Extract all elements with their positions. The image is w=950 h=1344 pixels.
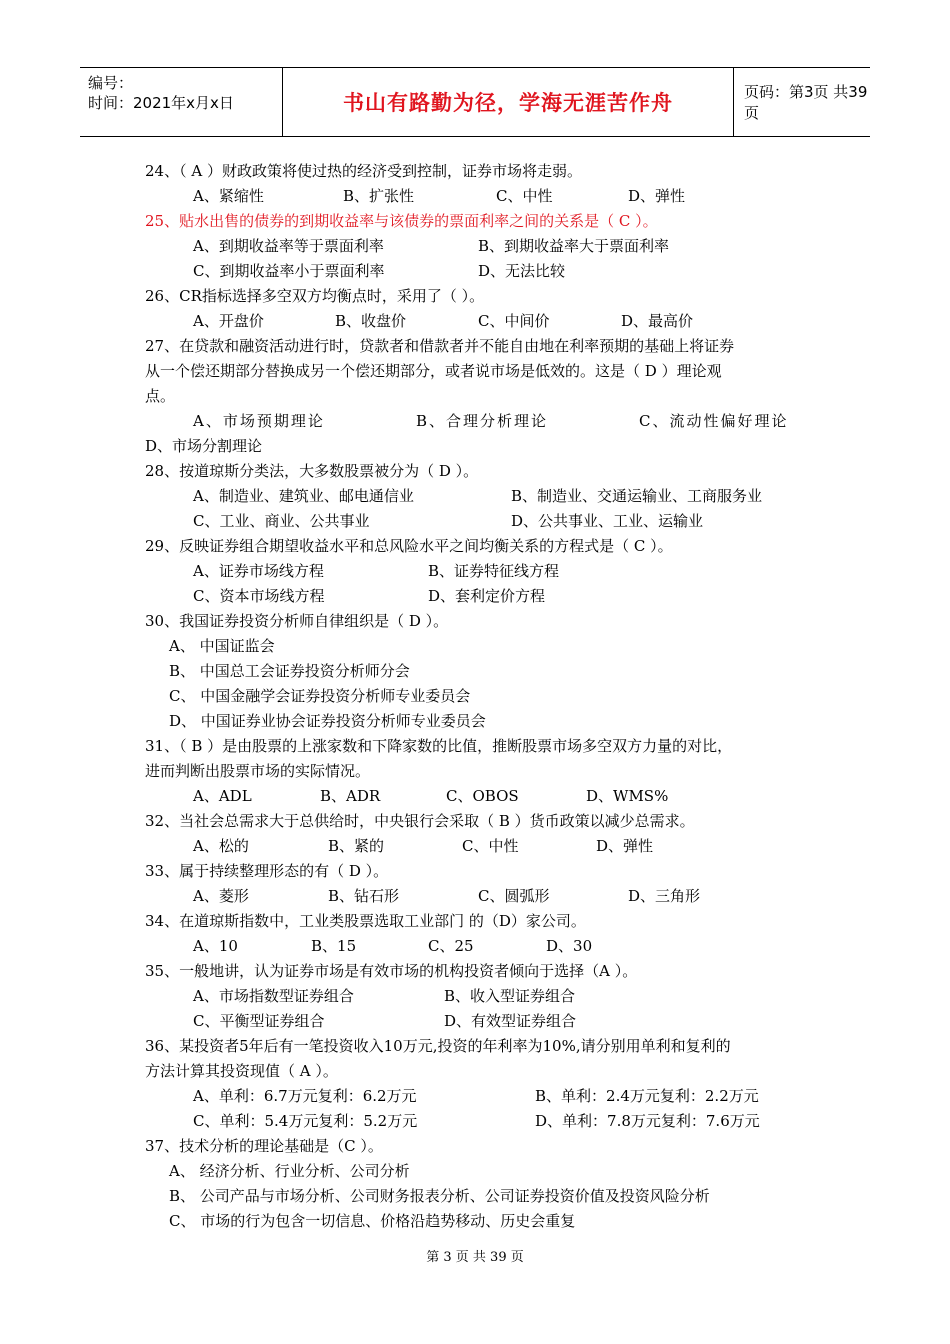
question-35: 35、一般地讲，认为证券市场是有效市场的机构投资者倾向于选择（A ）。 (145, 962, 638, 980)
option: C、单利：5.4万元复利：5.2万元 (193, 1112, 418, 1130)
option: D、套利定价方程 (428, 587, 546, 605)
question-30: 30、我国证券投资分析师自律组织是（ D ）。 (145, 612, 449, 630)
option: A、松的 (193, 837, 249, 855)
option: B、 公司产品与市场分析、公司财务报表分析、公司证券投资价值及投资风险分析 (169, 1187, 710, 1205)
option: D、最高价 (621, 312, 694, 330)
question-26: 26、CR指标选择多空双方均衡点时，采用了（ ）。 (145, 287, 485, 305)
option: C、工业、商业、公共事业 (193, 512, 370, 530)
question-27: 27、在贷款和融资活动进行时，贷款者和借款者并不能自由地在利率预期的基础上将证券 (145, 337, 735, 355)
option: D、 中国证券业协会证券投资分析师专业委员会 (169, 712, 486, 730)
option: D、公共事业、工业、运输业 (511, 512, 704, 530)
question-text-line: 点。 (145, 387, 176, 405)
option: C、中性 (462, 837, 519, 855)
question-25: 25、贴水出售的债券的到期收益率与该债券的票面利率之间的关系是（ C ）。 (145, 212, 658, 230)
question-28: 28、按道琼斯分类法，大多数股票被分为（ D ）。 (145, 462, 479, 480)
option: B、制造业、交通运输业、工商服务业 (511, 487, 763, 505)
header-motto: 书山有路勤为径，学海无涯苦作舟 (343, 91, 673, 115)
option: C、中间价 (478, 312, 550, 330)
question-text-line: 从一个偿还期部分替换成另一个偿还期部分，或者说市场是低效的。这是（ D ）理论观 (145, 362, 722, 380)
question-31: 31、（ B ）是由股票的上涨家数和下降家数的比值，推断股票市场多空双方力量的对比， (145, 737, 733, 755)
option: D、市场分割理论 (145, 437, 263, 455)
question-29: 29、反映证券组合期望收益水平和总风险水平之间均衡关系的方程式是（ C ）。 (145, 537, 673, 555)
option: B、ADR (320, 787, 381, 805)
header-page-cell (734, 68, 870, 136)
option: A、10 (193, 937, 238, 955)
option: B、钻石形 (328, 887, 400, 905)
option: B、收盘价 (335, 312, 407, 330)
option: B、单利：2.4万元复利：2.2万元 (535, 1087, 759, 1105)
question-text-line: 方法计算其投资现值（ A ）。 (145, 1062, 338, 1080)
option: A、制造业、建筑业、邮电通信业 (193, 487, 414, 505)
option: A、菱形 (193, 887, 249, 905)
option: B、紧的 (328, 837, 385, 855)
question-24: 24、（ A ）财政政策将使过热的经济受到控制，证券市场将走弱。 (145, 162, 582, 180)
question-37: 37、技术分析的理论基础是（C ）。 (145, 1137, 383, 1155)
option: C、 中国金融学会证券投资分析师专业委员会 (169, 687, 471, 705)
header-time: 时间：2021年x月x日 (88, 94, 234, 112)
header-info-cell (80, 68, 283, 136)
option: B、合理分析理论 (416, 412, 549, 430)
question-32: 32、当社会总需求大于总供给时，中央银行会采取（ B ）货币政策以减少总需求。 (145, 812, 695, 830)
option: D、WMS% (586, 787, 669, 805)
option: C、圆弧形 (478, 887, 550, 905)
option: A、 中国证监会 (169, 637, 275, 655)
option: C、到期收益率小于票面利率 (193, 262, 385, 280)
option: C、中性 (496, 187, 553, 205)
option: C、 市场的行为包含一切信息、价格沿趋势移动、历史会重复 (169, 1212, 576, 1230)
option: B、到期收益率大于票面利率 (478, 237, 670, 255)
question-36: 36、某投资者5年后有一笔投资收入10万元,投资的年利率为10%,请分别用单利和复利的 (145, 1037, 731, 1055)
option: A、紧缩性 (193, 187, 264, 205)
option: B、15 (311, 937, 357, 955)
option: D、弹性 (628, 187, 686, 205)
page-header (80, 67, 870, 137)
page-footer: 第 3 页 共 39 页 (426, 1250, 524, 1265)
option: C、25 (428, 937, 474, 955)
header-motto-cell (283, 68, 734, 136)
header-code: 编号： (88, 74, 134, 92)
option: A、ADL (193, 787, 252, 805)
option: D、三角形 (628, 887, 701, 905)
option: C、平衡型证券组合 (193, 1012, 325, 1030)
option: B、扩张性 (343, 187, 415, 205)
option: C、流动性偏好理论 (639, 412, 789, 430)
option: A、开盘价 (193, 312, 264, 330)
option: A、市场指数型证券组合 (193, 987, 354, 1005)
question-34: 34、在道琼斯指数中，工业类股票选取工业部门 的（D）家公司。 (145, 912, 586, 930)
option: C、OBOS (446, 787, 519, 805)
option: D、单利：7.8万元复利：7.6万元 (535, 1112, 760, 1130)
question-text-line: 进而判断出股票市场的实际情况。 (145, 762, 371, 780)
option: A、市场预期理论 (193, 412, 325, 430)
question-33: 33、属于持续整理形态的有（ D ）。 (145, 862, 389, 880)
option: A、 经济分析、行业分析、公司分析 (169, 1162, 410, 1180)
option: B、 中国总工会证券投资分析师分会 (169, 662, 410, 680)
option: C、资本市场线方程 (193, 587, 325, 605)
option: D、弹性 (596, 837, 654, 855)
option: B、证券特征线方程 (428, 562, 560, 580)
option: B、收入型证券组合 (444, 987, 576, 1005)
option: D、有效型证券组合 (444, 1012, 577, 1030)
header-page-number: 页码：第3页 共39页 (744, 83, 868, 122)
option: D、30 (546, 937, 593, 955)
option: A、到期收益率等于票面利率 (193, 237, 384, 255)
option: A、证券市场线方程 (193, 562, 324, 580)
option: D、无法比较 (478, 262, 566, 280)
option: A、单利：6.7万元复利：6.2万元 (193, 1087, 417, 1105)
